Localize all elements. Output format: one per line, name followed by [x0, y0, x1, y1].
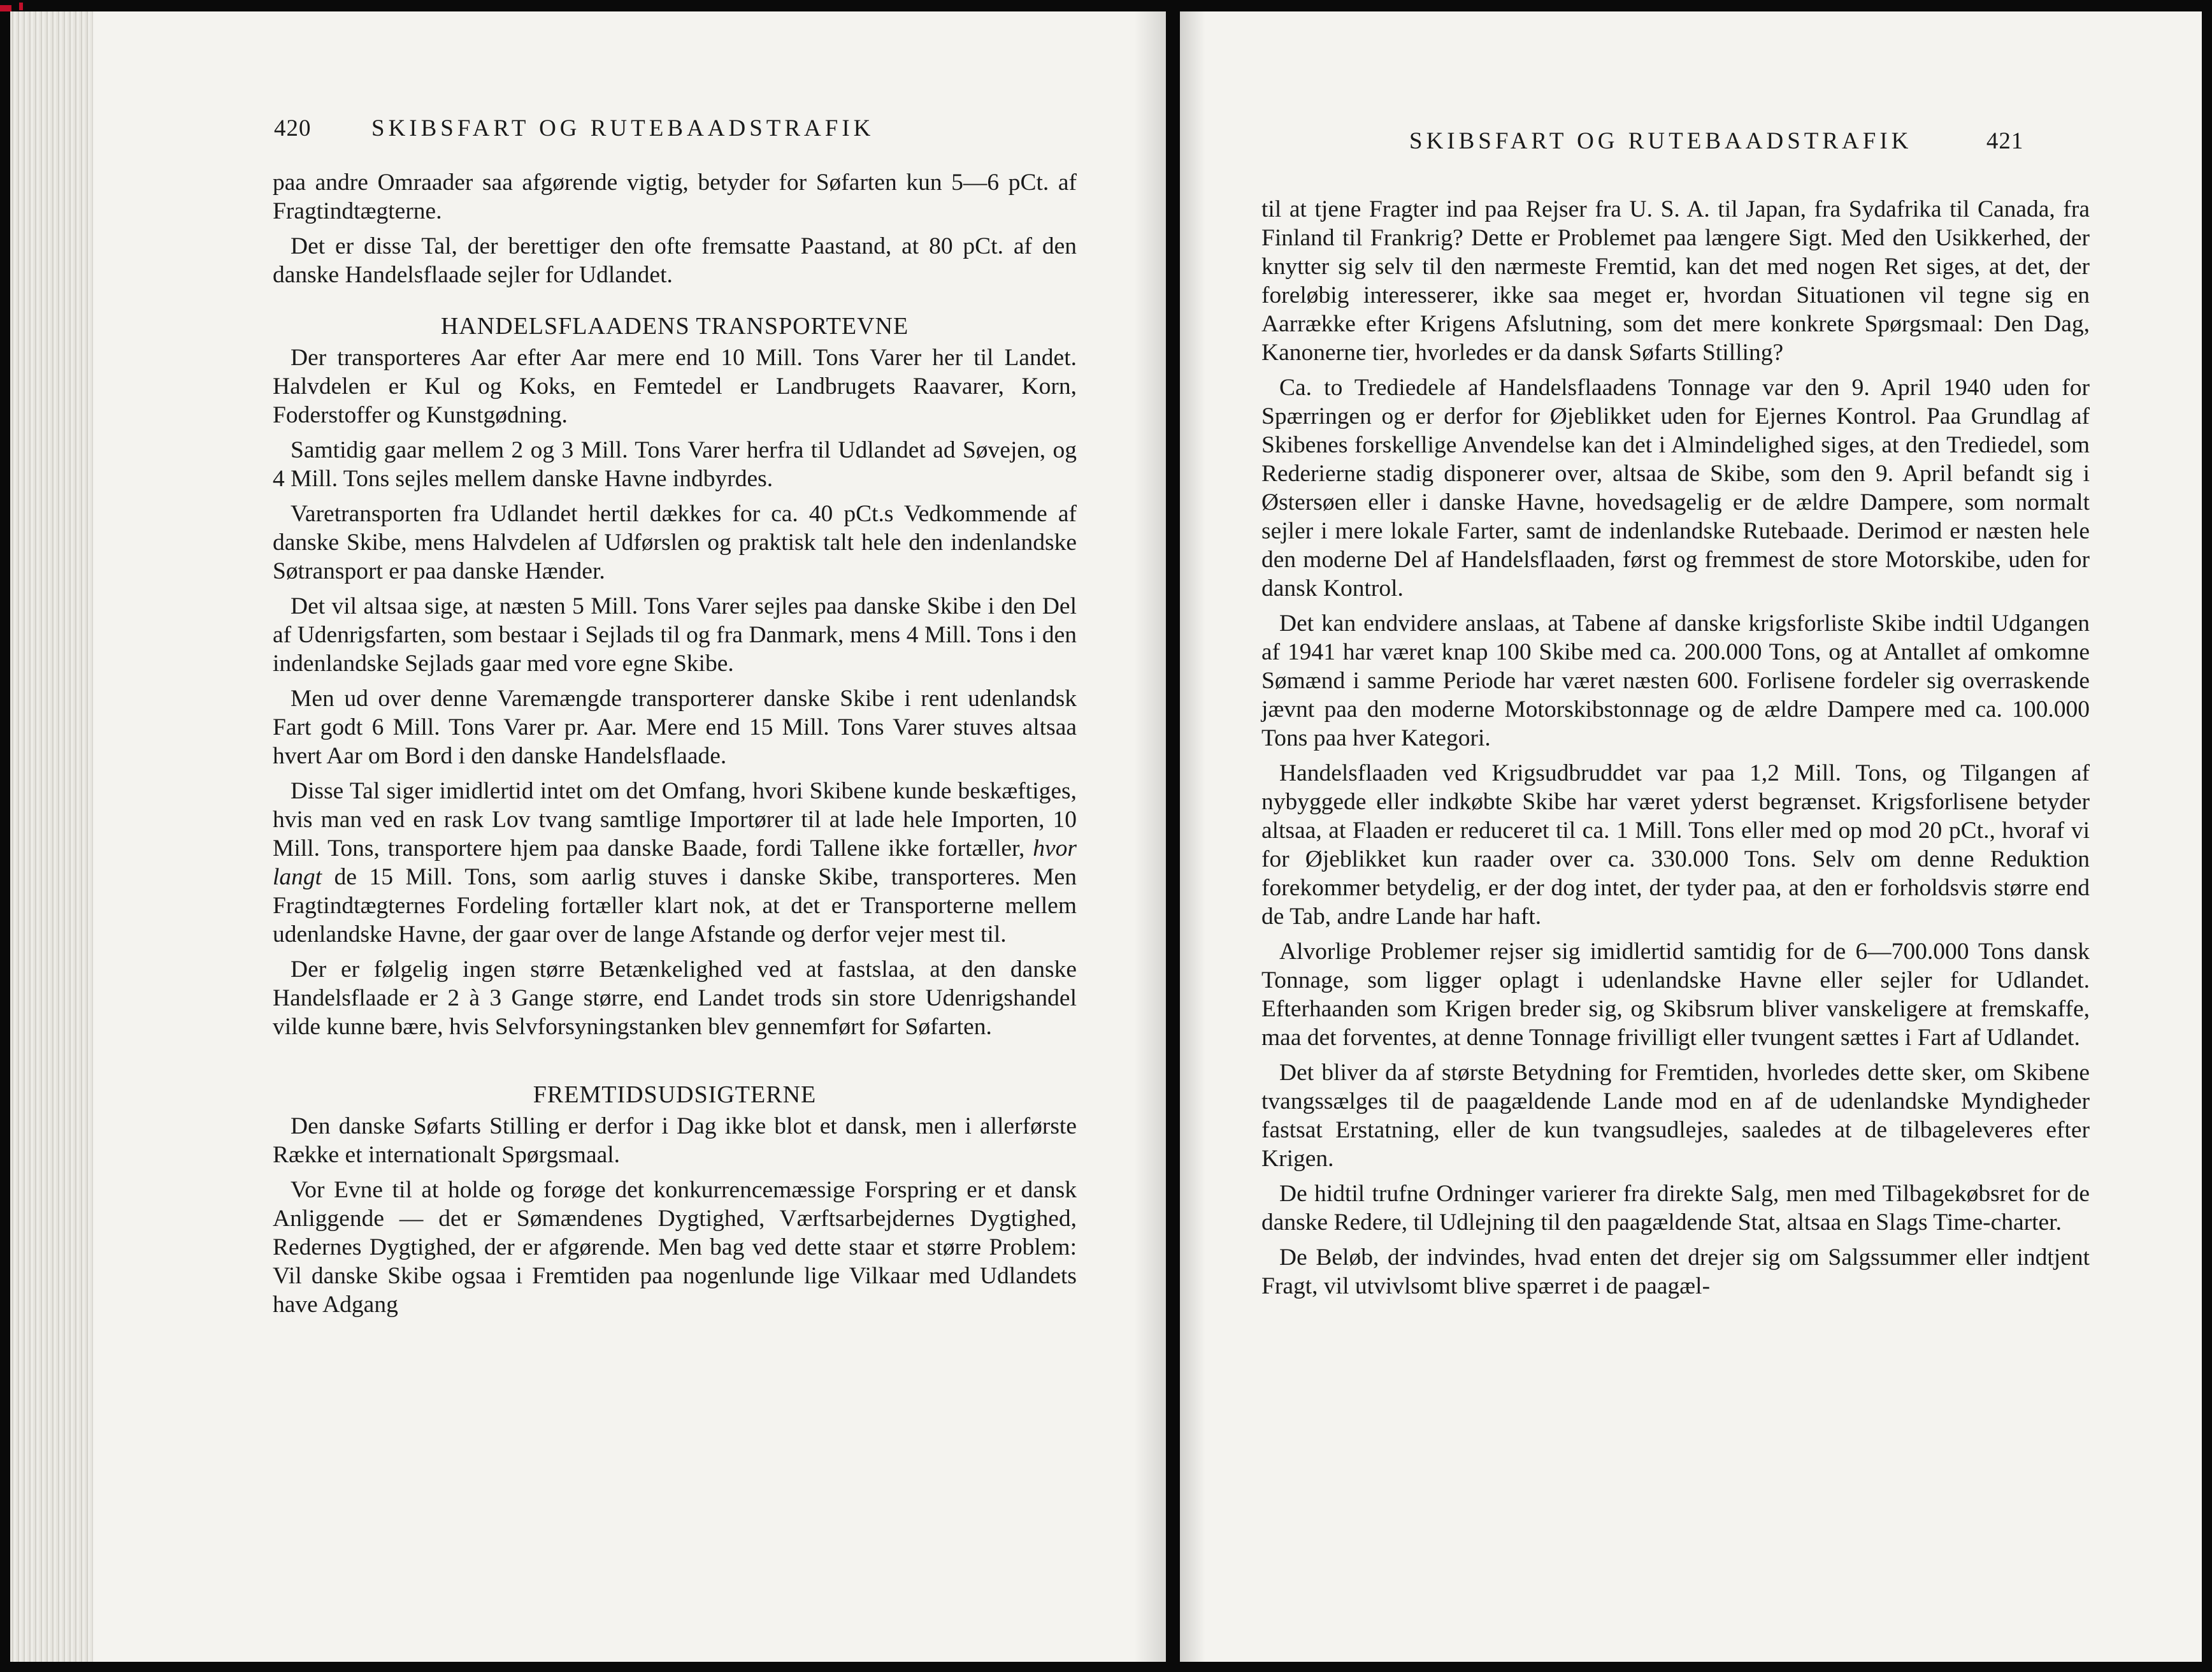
left-page: [10, 11, 1166, 1662]
left-running-header: [274, 115, 874, 142]
paragraph: Det kan endvidere anslaas, at Tabene af danske krigsforliste Skibe indtil Udgangen af 1941 har været knap 100 Skibe med ca. 200.000 Tons, og at Antallet af omkomne Sømænd i samme Periode har været næsten 600. Forlisene fordeler sig overraskende jævnt paa den moderne Motorskibstonnage og de ældre Dampere med ca. 100.000 Tons paa hver Kategori.: [1261, 610, 2090, 751]
running-head: SKIBSFART OG RUTEBAADSTRAFIK: [1409, 128, 1913, 154]
right-text-column: [1261, 195, 2090, 1307]
left-text-column: [273, 168, 1077, 1325]
paragraph: til at tjene Fragter ind paa Rejser fra U. S. A. til Japan, fra Sydafrika til Canada, fra Finland til Frankrig? Dette er Problemet paa længere Sigt. Med den Usikkerhed, der knytter sig selv til den nærmeste Fremtid, kan det med nogen Ret siges, at det, der foreløbig interesserer, ikke saa meget er, hvordan Situationen vil tegne sig en Aarrække efter Krigens Afslutning, som det mere konkrete Spørgsmaal: Den Dag, Kanonerne tier, hvorledes er da dansk Søfarts Stilling?: [1261, 196, 2090, 366]
page-number: 421: [1986, 128, 2024, 154]
right-page: [1180, 11, 2202, 1662]
paragraph: Der transporteres Aar efter Aar mere end 10 Mill. Tons Varer her til Landet. Halvdelen er Kul og Koks, en Femtedel er Landbrugets Raavarer, Korn, Foderstoffer og Kunstgødning.: [273, 345, 1077, 428]
paragraph: Det er disse Tal, der berettiger den ofte fremsatte Paastand, at 80 pCt. af den danske Handelsflaade sejler for Udlandet.: [273, 233, 1077, 288]
text-run: Disse Tal siger imidlertid intet om det Omfang, hvori Skibene kunde beskæftiges, hvis man ved en rask Lov tvang samtlige Importører til at lade hele Importen, 10 Mill. Tons, transportere hjem paa danske Baade, fordi Tallene ikke fortæller,: [273, 778, 1077, 861]
paragraph: paa andre Omraader saa afgørende vigtig, betyder for Søfarten kun 5—6 pCt. af Fragtindtægterne.: [273, 169, 1077, 224]
paragraph: Alvorlige Problemer rejser sig imidlertid samtidig for de 6—700.000 Tons dansk Tonnage, som ligger oplagt i udenlandske Havne eller sejler for Udlandet. Efterhaanden som Krigen breder sig, og Skibsrum bliver vanskeligere at fremskaffe, maa det forventes, at denne Tonnage frivilligt eller tvungent sættes i Fart af Udlandet.: [1261, 939, 2090, 1051]
gutter-shadow: [1134, 11, 1166, 1662]
page-edges: [10, 11, 93, 1662]
paragraph: Handelsflaaden ved Krigsudbruddet var paa 1,2 Mill. Tons, og Tilgangen af nybyggede eller indkøbte Skibe har været yderst begrænset. Krigsforlisene betyder altsaa, at Flaaden er reduceret til ca. 1 Mill. Tons eller med op mod 20 pCt., hvoraf vi for Øjeblikket kun raader over ca. 330.000 Tons. Selv om denne Reduktion forekommer betydelig, er der dog intet, der tyder paa, at den er forholdsvis større end de Tab, andre Lande har haft.: [1261, 760, 2090, 930]
paragraph: Samtidig gaar mellem 2 og 3 Mill. Tons Varer herfra til Udlandet ad Søvejen, og 4 Mill. Tons sejles mellem danske Havne indbyrdes.: [273, 437, 1077, 492]
section-heading: FREMTIDSUDSIGTERNE: [533, 1081, 817, 1108]
paragraph: Det vil altsaa sige, at næsten 5 Mill. Tons Varer sejles paa danske Skibe i den Del af Udenrigsfarten, som bestaar i Sejlads til og fra Danmark, mens 4 Mill. Tons i den indenlandske Sejlads gaar med vore egne Skibe.: [273, 593, 1077, 677]
paragraph: [273, 777, 1077, 949]
paragraph: Varetransporten fra Udlandet hertil dækkes for ca. 40 pCt.s Vedkommende af danske Skibe, mens Halvdelen af Udførslen og praktisk talt hele den indenlandske Søtransport er paa danske Hænder.: [273, 501, 1077, 584]
text-run: de 15 Mill. Tons, som aarlig stuves i danske Skibe, transporteres. Men Fragtindtægternes Fordeling fortæller klart nok, at det er Transporterne mellem udenlandske Havne, der gaar over de lange Afstande og derfor vejer mest til.: [273, 864, 1077, 948]
paragraph: Den danske Søfarts Stilling er derfor i Dag ikke blot et dansk, men i allerførste Række et internationalt Spørgsmaal.: [273, 1113, 1077, 1168]
page-number: 420: [274, 115, 312, 141]
paragraph: Men ud over denne Varemængde transporterer danske Skibe i rent udenlandsk Fart godt 6 Mill. Tons Varer pr. Aar. Mere end 15 Mill. Tons Varer stuves altsaa hvert Aar om Bord i den danske Handelsflaade.: [273, 686, 1077, 769]
paragraph: Det bliver da af største Betydning for Fremtiden, hvorledes dette sker, om Skibene tvangssælges til de paagældende Lande mod en af de udenlandske Myndigheder fastsat Erstatning, eller de kun tvangsudlejes, saaledes at de tilbageleveres efter Krigen.: [1261, 1060, 2090, 1172]
paragraph: De hidtil trufne Ordninger varierer fra direkte Salg, men med Tilbagekøbsret for de danske Redere, til Udlejning til den paagældende Stat, altsaa en Slags Time-charter.: [1261, 1181, 2090, 1236]
paragraph: Der er følgelig ingen større Betænkelighed ved at fastslaa, at den danske Handelsflaade er 2 à 3 Gange større, end Landet trods sin store Udenrigshandel vilde kunne bære, hvis Selvforsyningstanken blev gennemført for Søfarten.: [273, 956, 1077, 1040]
paragraph: Vor Evne til at holde og forøge det konkurrencemæssige Forspring er et dansk Anliggende — det er Sømændenes Dygtighed, Værftsarbejdernes Dygtighed, Redernes Dygtighed, der er afgørende. Men bag ved dette staar et større Problem: Vil danske Skibe ogsaa i Fremtiden paa nogenlunde lige Vilkaar med Udlandets have Adgang: [273, 1177, 1077, 1318]
section-heading: HANDELSFLAADENS TRANSPORTEVNE: [440, 313, 909, 340]
paragraph: De Beløb, der indvindes, hvad enten det drejer sig om Salgssummer eller indtjent Fragt, vil utvivlsomt blive spærret i de paagæl-: [1261, 1244, 2090, 1299]
italic-run: hvor langt: [273, 835, 1077, 890]
gutter-shadow: [1180, 11, 1205, 1662]
paragraph: Ca. to Trediedele af Handelsflaadens Tonnage var den 9. April 1940 uden for Spærringen og er derfor for Øjeblikket uden for Ejernes Kontrol. Paa Grundlag af Skibenes forskellige Anvendelse kan det i Almindelighed siges, at den Trediedel, som Rederierne stadig disponerer over, altsaa de Skibe, som den 9. April befandt sig i Østersøen eller i danske Havne, hovedsagelig er de ældre Dampere, som normalt sejler i mere lokale Farter, samt de indenlandske Rutebaade. Derimod er næsten hele den moderne Del af Handelsflaaden, først og fremmest de store Motorskibe, uden for dansk Kontrol.: [1261, 375, 2090, 602]
right-running-header: [1409, 127, 2023, 155]
running-head: SKIBSFART OG RUTEBAADSTRAFIK: [371, 115, 875, 141]
